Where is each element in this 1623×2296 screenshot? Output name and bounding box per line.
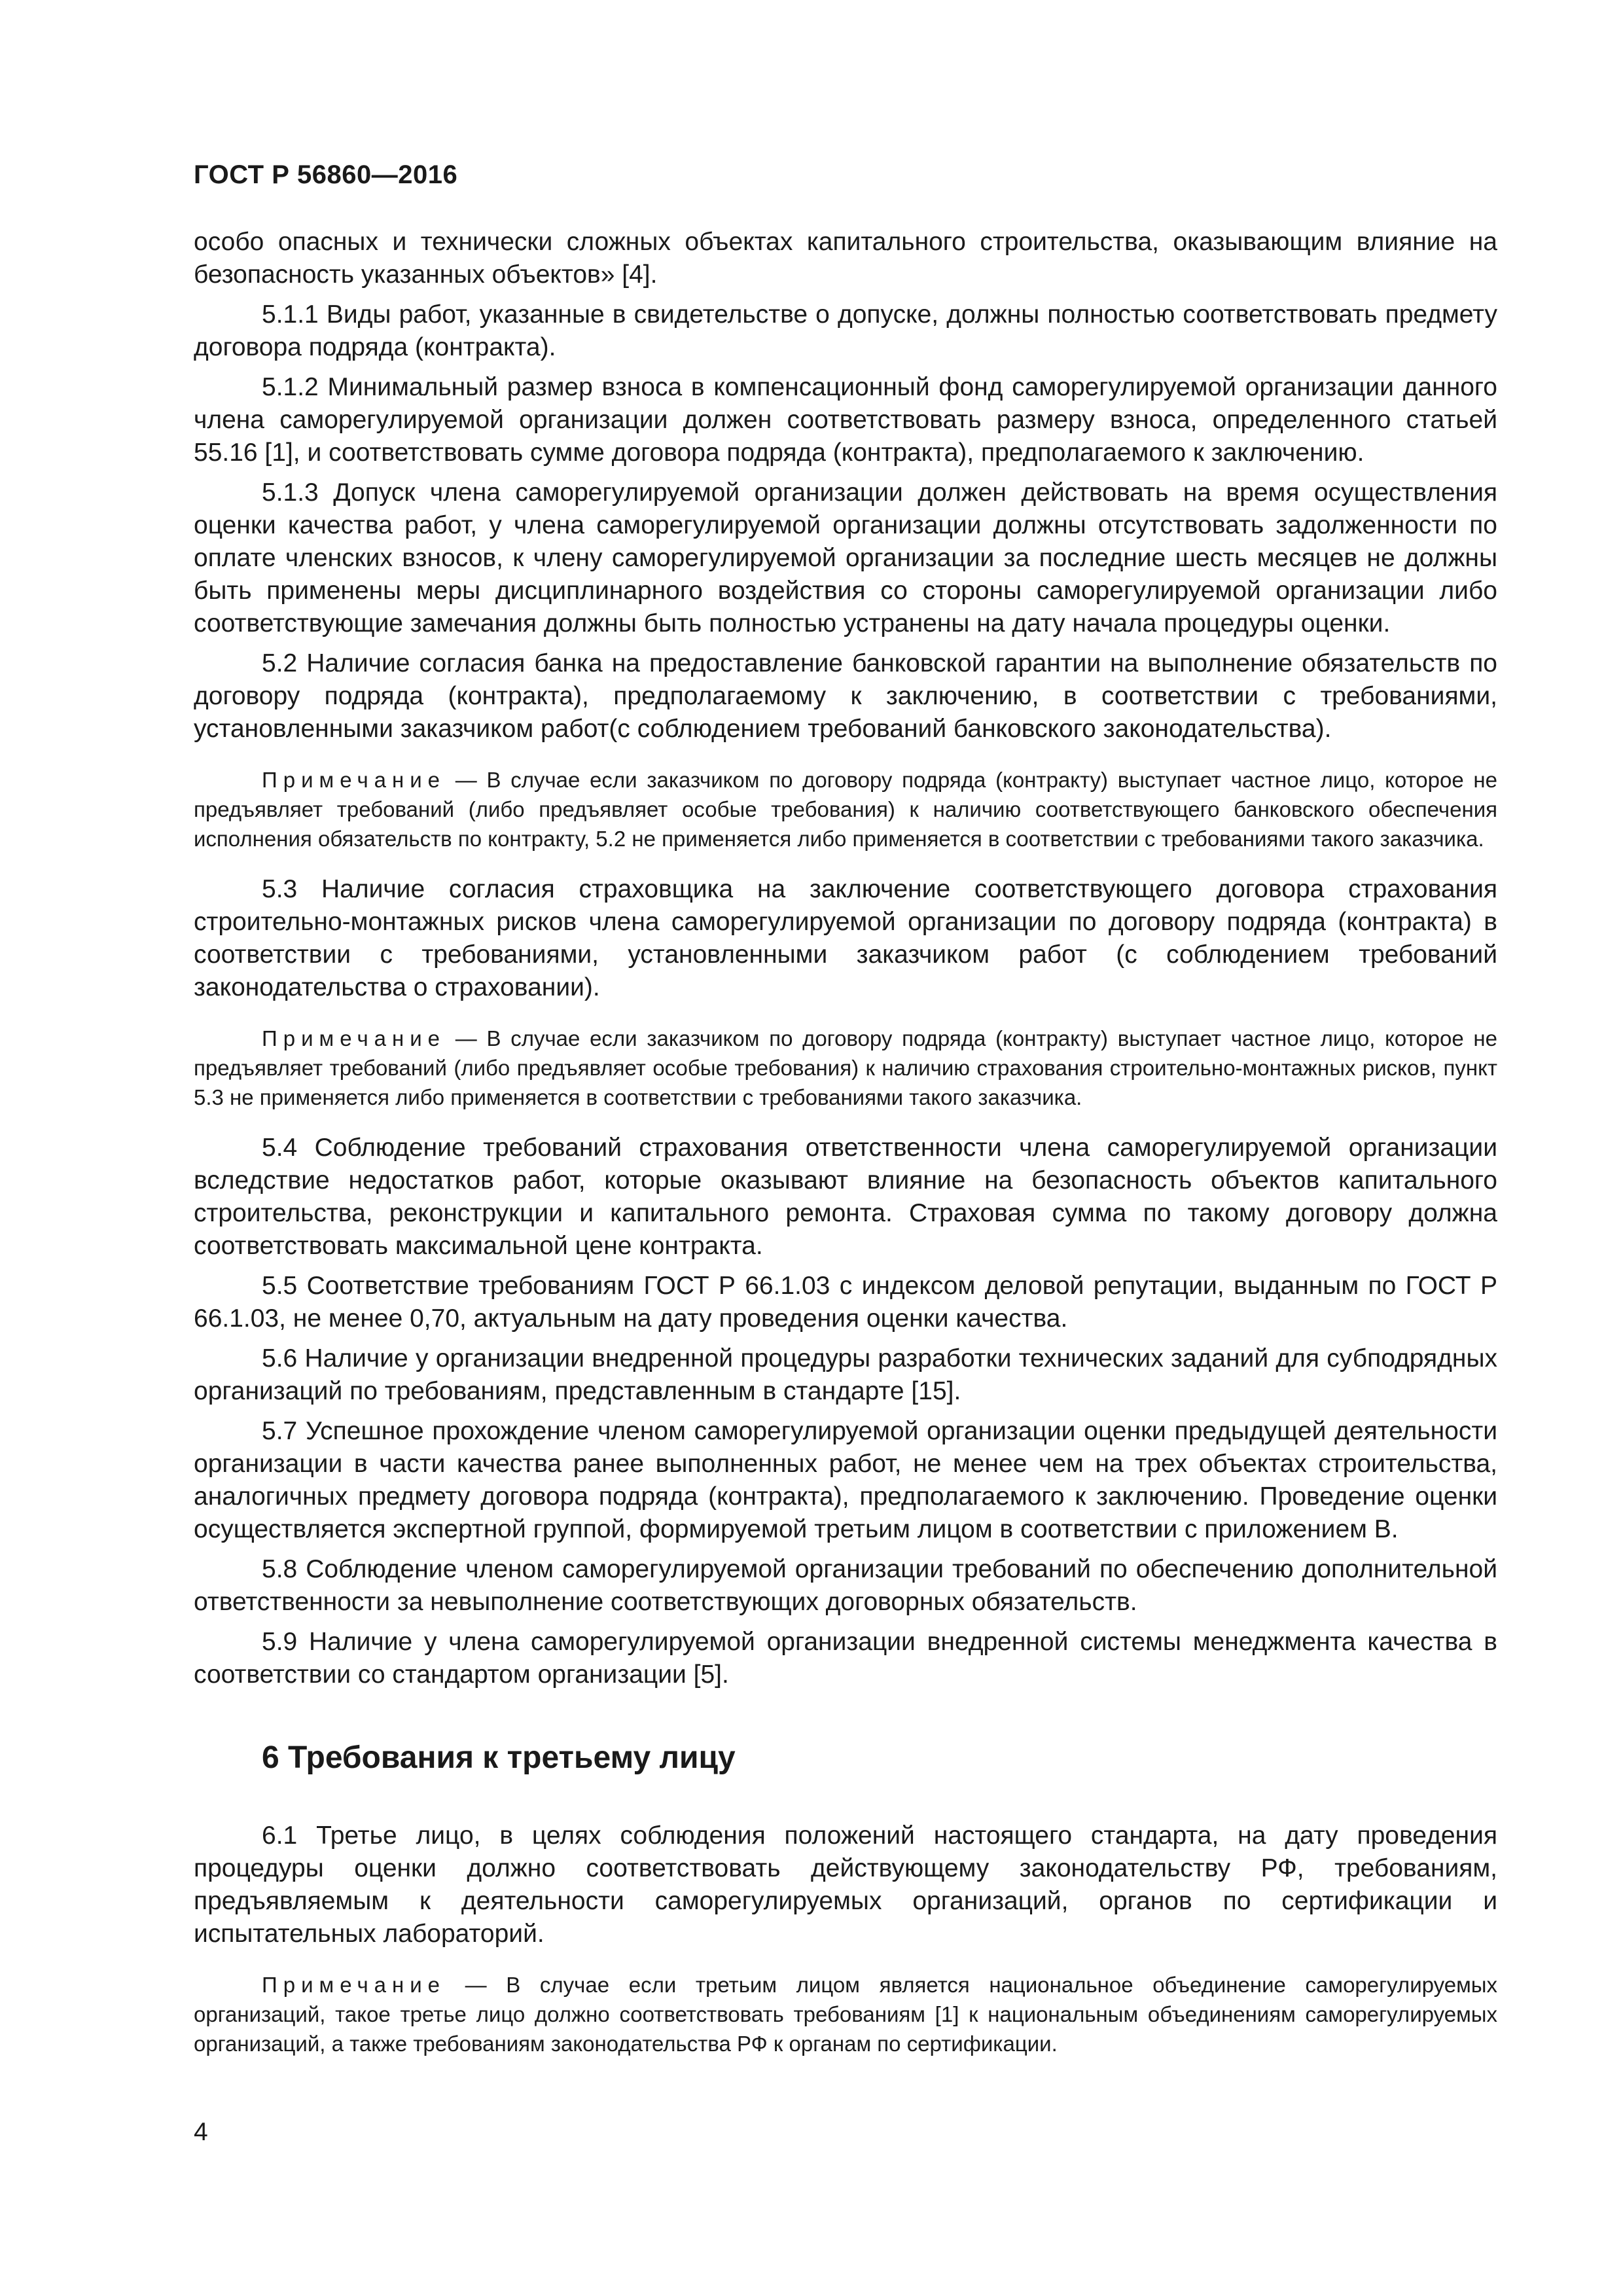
paragraph-5-6: 5.6 Наличие у организации внедренной процедуры разработки технических заданий для субподрядных организаций по требованиям, представленным в стандарте [15].: [194, 1344, 1497, 1405]
section-6-heading: 6 Требования к третьему лицу: [262, 1740, 736, 1775]
paragraph-5-7: 5.7 Успешное прохождение членом саморегулируемой организации оценки предыдущей деятельности организации в части качества ранее выполненных работ, не менее чем на трех объектах строительства, аналогичных предмету договора подряда (контракта), предполагаемого к заключению. Проведение оценки осуществляется экспертной группой, формируемой третьим лицом в соответствии с приложением В.: [194, 1417, 1497, 1543]
paragraph-5-1-3: 5.1.3 Допуск члена саморегулируемой организации должен действовать на время осуществления оценки качества работ, у члена саморегулируемой организации должны отсутствовать задолженности по оплате членских взносов, к члену саморегулируемой организации за последние шесть месяцев не должны быть применены меры дисциплинарного воздействия со стороны саморегулируемой организации либо соответствующие замечания должны быть полностью устранены на дату начала процедуры оценки.: [194, 478, 1497, 637]
note-label: Примечание: [262, 768, 446, 792]
note-text: — В случае если третьим лицом является национальное объединение саморегулируемых организаций, такое третье лицо должно соответствовать требованиям [1] к национальным объединениям саморегулируемых организаций, а также требованиям законодательства РФ к органам по сертификации.: [194, 1973, 1497, 2056]
page-number: 4: [194, 2118, 208, 2146]
document-body: [194, 226, 1497, 2078]
note-label: Примечание: [262, 1973, 446, 1997]
paragraph-continuation: особо опасных и технически сложных объектах капитального строительства, оказывающим влияние на безопасность указанных объектов» [4].: [194, 228, 1497, 289]
paragraph-5-4: 5.4 Соблюдение требований страхования ответственности члена саморегулируемой организации вследствие недостатков работ, которые оказывают влияние на безопасность объектов капитального строительства, реконструкции и капитального ремонта. Страховая сумма по такому договору должна соответствовать максимальной цене контракта.: [194, 1134, 1497, 1260]
note-5-2: [194, 765, 1497, 853]
note-text: — В случае если заказчиком по договору подряда (контракту) выступает частное лицо, которое не предъявляет требований (либо предъявляет особые требования) к наличию соответствующего банковского обеспечения исполнения обязательств по контракту, 5.2 не применяется либо применяется в соответствии с требованиями такого заказчика.: [194, 768, 1497, 851]
paragraph-5-3: 5.3 Наличие согласия страховщика на заключение соответствующего договора страхования строительно-монтажных рисков члена саморегулируемой организации по договору подряда (контракта) в соответствии с требованиями, установленными заказчиком работ (с соблюдением требований законодательства о страховании).: [194, 875, 1497, 1001]
paragraph-5-8: 5.8 Соблюдение членом саморегулируемой организации требований по обеспечению дополнительной ответственности за невыполнение соответствующих договорных обязательств.: [194, 1555, 1497, 1616]
note-5-3: [194, 1024, 1497, 1112]
note-text: — В случае если заказчиком по договору подряда (контракту) выступает частное лицо, которое не предъявляет требований (либо предъявляет особые требования) к наличию страхования строительно-монтажных рисков, пункт 5.3 не применяется либо применяется в соответствии с требованиями такого заказчика.: [194, 1026, 1497, 1109]
note-label: Примечание: [262, 1026, 446, 1050]
note-6-1: [194, 1970, 1497, 2058]
paragraph-5-1-1: 5.1.1 Виды работ, указанные в свидетельстве о допуске, должны полностью соответствовать предмету договора подряда (контракта).: [194, 300, 1497, 361]
document-code-header: ГОСТ Р 56860—2016: [194, 160, 458, 189]
paragraph-5-5: 5.5 Соответствие требованиям ГОСТ Р 66.1.03 с индексом деловой репутации, выданным по ГОСТ Р 66.1.03, не менее 0,70, актуальным на дату проведения оценки качества.: [194, 1272, 1497, 1333]
paragraph-6-1: 6.1 Третье лицо, в целях соблюдения положений настоящего стандарта, на дату проведения процедуры оценки должно соответствовать действующему законодательству РФ, требованиям, предъявляемым к деятельности саморегулируемых организаций, органов по сертификации и испытательных лабораторий.: [194, 1821, 1497, 1948]
paragraph-5-9: 5.9 Наличие у члена саморегулируемой организации внедренной системы менеджмента качества в соответствии со стандартом организации [5].: [194, 1628, 1497, 1689]
paragraph-5-1-2: 5.1.2 Минимальный размер взноса в компенсационный фонд саморегулируемой организации данного члена саморегулируемой организации должен соответствовать размеру взноса, определенного статьей 55.16 [1], и соответствовать сумме договора подряда (контракта), предполагаемого к заключению.: [194, 373, 1497, 467]
paragraph-5-2: 5.2 Наличие согласия банка на предоставление банковской гарантии на выполнение обязательств по договору подряда (контракта), предполагаемому к заключению, в соответствии с требованиями, установленными заказчиком работ(с соблюдением требований банковского законодательства).: [194, 649, 1497, 743]
